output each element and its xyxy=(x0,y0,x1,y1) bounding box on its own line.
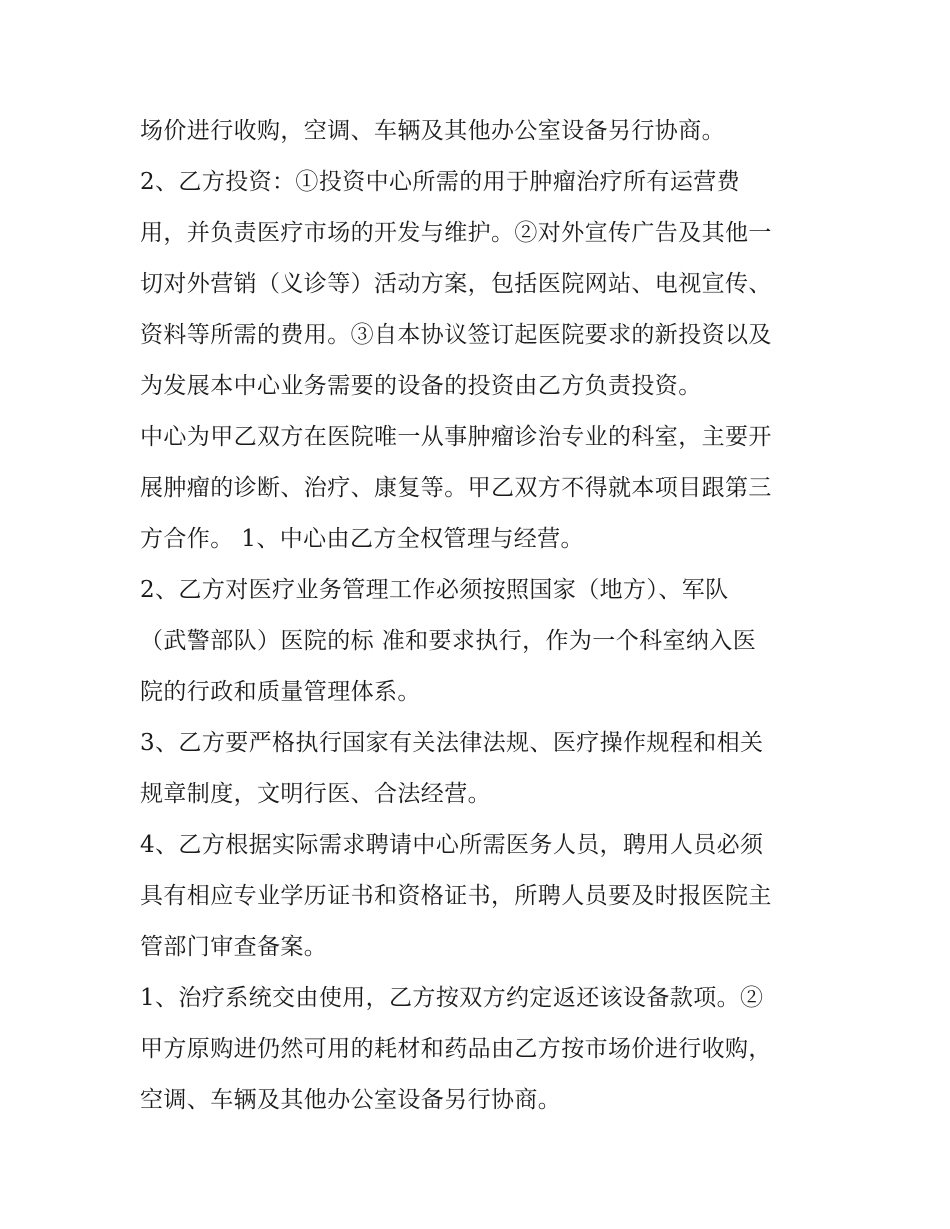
text-line: 为发展本中心业务需要的设备的投资由乙方负责投资。 xyxy=(140,373,702,399)
text-line: 院的行政和质量管理体系。 xyxy=(140,679,421,705)
text-line: 用，并负责医疗市场的开发与维护。②对外宣传广告及其他一 xyxy=(140,220,772,246)
text-line: 管部门审查备案。 xyxy=(140,934,328,960)
text-line: 具有相应专业学历证书和资格证书，所聘人员要及时报医院主 xyxy=(140,883,772,909)
text-line: 2、乙方投资：①投资中心所需的用于肿瘤治疗所有运营费 xyxy=(140,169,741,195)
text-line: 甲方原购进仍然可用的耗材和药品由乙方按市场价进行收购， xyxy=(140,1036,772,1062)
text-line: 1、治疗系统交由使用，乙方按双方约定返还该设备款项。② xyxy=(140,985,764,1011)
text-line: 3、乙方要严格执行国家有关法律法规、医疗操作规程和相关 xyxy=(140,730,764,756)
text-line: 场价进行收购，空调、车辆及其他办公室设备另行协商。 xyxy=(140,118,725,144)
text-line: 展肿瘤的诊断、治疗、康复等。甲乙双方不得就本项目跟第三 xyxy=(140,475,772,501)
document-body xyxy=(140,106,820,1126)
text-line: 4、乙方根据实际需求聘请中心所需医务人员，聘用人员必须 xyxy=(140,832,764,858)
text-line: 方合作。 1、中心由乙方全权管理与经营。 xyxy=(140,526,584,552)
text-line: 切对外营销（义诊等）活动方案，包括医院网站、电视宣传、 xyxy=(140,271,772,297)
text-line: （武警部队）医院的标 准和要求执行，作为一个科室纳入医 xyxy=(140,628,757,654)
text-line: 中心为甲乙双方在医院唯一从事肿瘤诊治专业的科室，主要开 xyxy=(140,424,772,450)
text-line: 资料等所需的费用。③自本协议签订起医院要求的新投资以及 xyxy=(140,322,772,348)
text-line: 规章制度，文明行医、合法经营。 xyxy=(140,781,491,807)
text-line: 2、乙方对医疗业务管理工作必须按照国家（地方）、军队 xyxy=(140,577,729,603)
text-line: 空调、车辆及其他办公室设备另行协商。 xyxy=(140,1087,562,1113)
